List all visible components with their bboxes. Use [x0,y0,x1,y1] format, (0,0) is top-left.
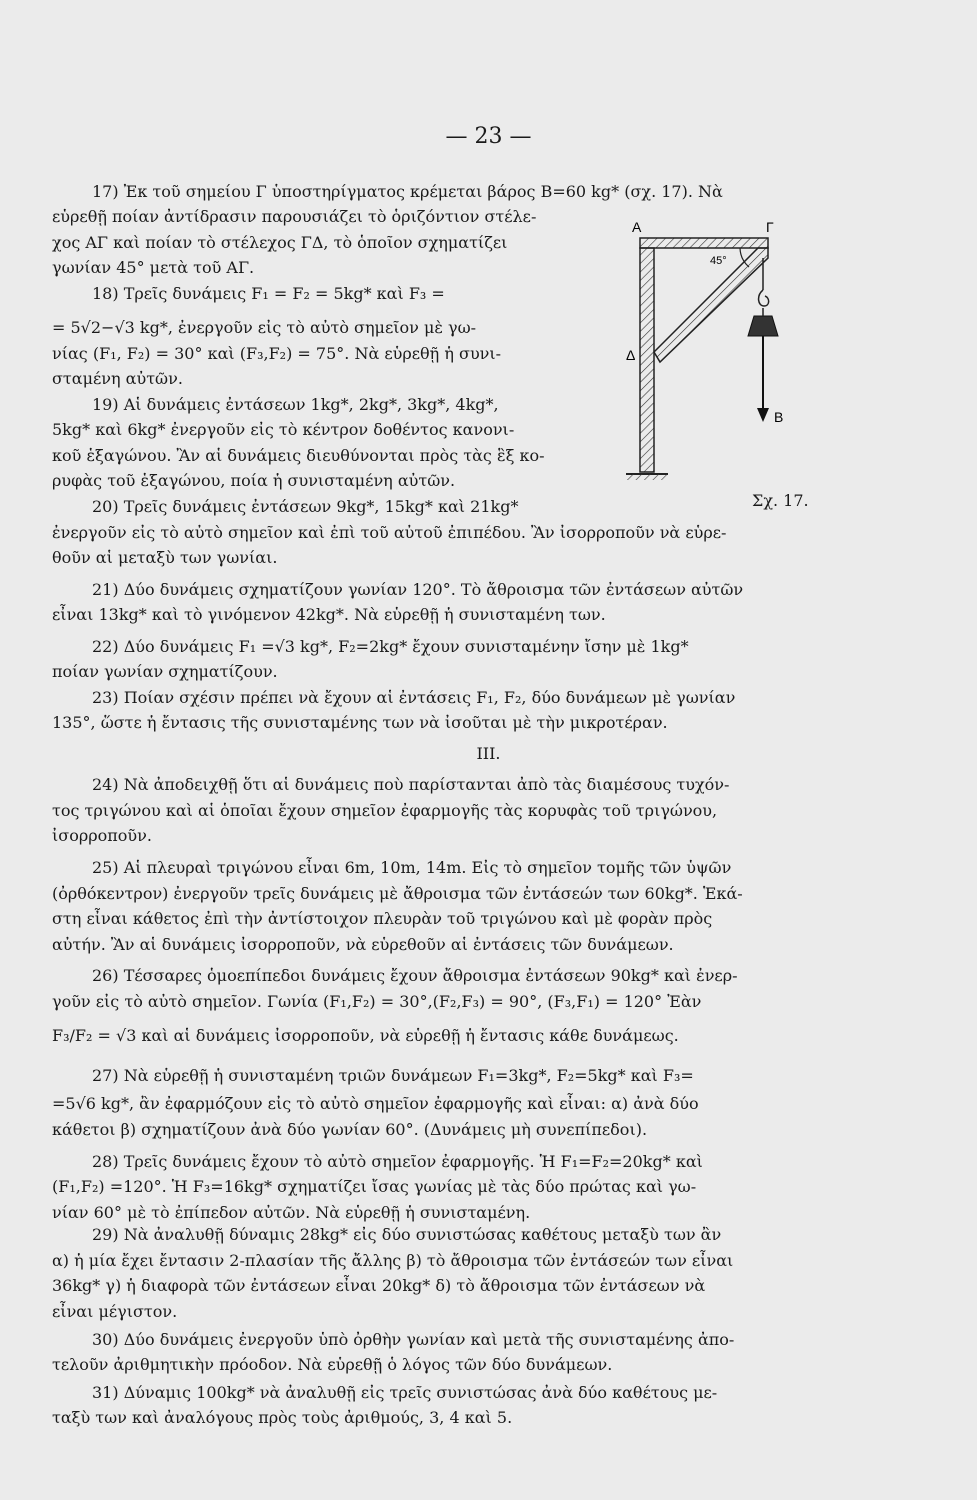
text-line: 36kg* γ) ἡ διαφορὰ τῶν ἐντάσεων εἶναι 20kg* δ) τὸ ἄθροισμα τῶν ἐντάσεων νὰ [52,1276,706,1295]
text-line: (ὀρθόκεντρον) ἐνεργοῦν τρεῖς δυνάμεις μὲ ἄθροισμα τῶν ἐντάσεών των 60kg*. Ἑκά- [52,884,743,903]
text-line: τος τριγώνου καὶ αἱ ὁποῖαι ἔχουν σημεῖον ἐφαρμογῆς τὰς κορυφὰς τοῦ τριγώνου, [52,801,718,820]
text-line: ποίαν γωνίαν σχηματίζουν. [52,662,278,681]
text-line: χος ΑΓ καὶ ποίαν τὸ στέλεχος ΓΔ, τὸ ὁποῖον σχηματίζει [52,233,508,252]
text-line: 27) Νὰ εὑρεθῇ ἡ συνισταμένη τριῶν δυνάμεων F₁=3kg*, F₂=5kg* καὶ F₃= [92,1066,694,1085]
figure-caption: Σχ. 17. [752,491,809,510]
text-line: 17) Ἐκ τοῦ σημείου Γ ὑποστηρίγματος κρέμεται βάρος Β=60 kg* (σχ. 17). Νὰ [92,182,723,201]
text-line: 26) Τέσσαρες ὁμοεπίπεδοι δυνάμεις ἔχουν ἄθροισμα ἐντάσεων 90kg* καὶ ἐνερ- [92,966,738,985]
text-line: 22) Δύο δυνάμεις F₁ =√3 kg*, F₂=2kg* ἔχουν συνισταμένην ἴσην μὲ 1kg* [92,637,689,656]
text-line: 31) Δύναμις 100kg* νὰ ἀναλυθῇ εἰς τρεῖς συνιστώσας ἀνὰ δύο καθέτους με- [92,1383,718,1402]
text-line: ταξὺ των καὶ ἀναλόγους πρὸς τοὺς ἀριθμούς, 3, 4 καὶ 5. [52,1408,513,1427]
text-line: εἶναι μέγιστον. [52,1302,178,1321]
text-line: 135°, ὥστε ἡ ἔντασις τῆς συνισταμένης των νὰ ἰσοῦται μὲ τὴν μικροτέραν. [52,713,668,732]
page-number: — 23 — [445,124,532,149]
text-line: 25) Αἱ πλευραὶ τριγώνου εἶναι 6m, 10m, 14m. Εἰς τὸ σημεῖον τομῆς τῶν ὑψῶν [92,858,732,877]
force-arrowhead [757,408,769,422]
text-line: α) ἡ μία ἔχει ἔντασιν 2-πλασίαν τῆς ἄλλης β) τὸ ἄθροισμα τῶν ἐντάσεών των εἶναι [52,1251,734,1270]
angle-label: 45° [710,255,727,267]
label-delta: Δ [626,347,636,363]
text-line: στη εἶναι κάθετος ἐπὶ τὴν ἀντίστοιχον πλευρὰν τοῦ τριγώνου καὶ μὲ φορὰν πρὸς [52,909,713,928]
hanging-weight [748,316,778,336]
text-line: αὐτήν. Ἂν αἱ δυνάμεις ἰσορροποῦν, νὰ εὑρεθοῦν αἱ ἐντάσεις τῶν δυνάμεων. [52,935,674,954]
text-line: F₃/F₂ = √3 καὶ αἱ δυνάμεις ἰσορροποῦν, νὰ εὑρεθῇ ἡ ἔντασις κάθε δυνάμεως. [52,1026,679,1045]
text-line: 18) Τρεῖς δυνάμεις F₁ = F₂ = 5kg* καὶ F₃ = [92,284,445,303]
text-line: 21) Δύο δυνάμεις σχηματίζουν γωνίαν 120°. Τὸ ἄθροισμα τῶν ἐντάσεων αὐτῶν [92,580,744,599]
ground-hatch [626,474,668,480]
label-a: A [632,219,642,235]
text-line: 29) Νὰ ἀναλυθῇ δύναμις 28kg* εἰς δύο συνιστώσας καθέτους μεταξὺ των ἂν [92,1225,722,1244]
hook [759,290,769,306]
section-heading: ΙΙΙ. [476,744,501,763]
text-line: 30) Δύο δυνάμεις ἐνεργοῦν ὑπὸ ὀρθὴν γωνίαν καὶ μετὰ τῆς συνισταμένης ἀπο- [92,1330,735,1349]
text-line: θοῦν αἱ μεταξὺ των γωνίαι. [52,548,278,567]
text-line: 5kg* καὶ 6kg* ἐνεργοῦν εἰς τὸ κέντρον δοθέντος κανονι- [52,420,515,439]
text-line: 24) Νὰ ἀποδειχθῇ ὅτι αἱ δυνάμεις ποὺ παρίστανται ἀπὸ τὰς διαμέσους τυχόν- [92,775,730,794]
figure-17-diagram [598,212,808,502]
text-line: νίας (F₁, F₂) = 30° καὶ (F₃,F₂) = 75°. Νὰ εὑρεθῇ ἡ συνι- [52,344,502,363]
text-line: =5√6 kg*, ἂν ἐφαρμόζουν εἰς τὸ αὐτὸ σημεῖον ἐφαρμογῆς καὶ εἶναι: α) ἀνὰ δύο [52,1094,699,1113]
text-line: σταμένη αὐτῶν. [52,369,183,388]
text-line: (F₁,F₂) =120°. Ἡ F₃=16kg* σχηματίζει ἴσας γωνίας μὲ τὰς δύο πρώτας καὶ γω- [52,1177,697,1196]
text-line: 19) Αἱ δυνάμεις ἐντάσεων 1kg*, 2kg*, 3kg*, 4kg*, [92,395,499,414]
text-line: νίαν 60° μὲ τὸ ἐπίπεδον αὐτῶν. Νὰ εὑρεθῇ ἡ συνισταμένη. [52,1203,531,1222]
text-line: ρυφὰς τοῦ ἑξαγώνου, ποία ἡ συνισταμένη αὐτῶν. [52,471,456,490]
text-line: τελοῦν ἀριθμητικὴν πρόοδον. Νὰ εὑρεθῇ ὁ λόγος τῶν δύο δυνάμεων. [52,1355,613,1374]
vertical-post [640,248,654,472]
text-line: γωνίαν 45° μετὰ τοῦ ΑΓ. [52,258,255,277]
text-line: κάθετοι β) σχηματίζουν ἀνὰ δύο γωνίαν 60°. (Δυνάμεις μὴ συνεπίπεδοι). [52,1120,648,1139]
label-b: B [774,409,784,425]
text-line: 20) Τρεῖς δυνάμεις ἐντάσεων 9kg*, 15kg* καὶ 21kg* [92,497,519,516]
text-line: γοῦν εἰς τὸ αὐτὸ σημεῖον. Γωνία (F₁,F₂) = 30°,(F₂,F₃) = 90°, (F₃,F₁) = 120° Ἐὰν [52,992,702,1011]
text-line: εὑρεθῇ ποίαν ἀντίδρασιν παρουσιάζει τὸ ὁριζόντιον στέλε- [52,207,537,226]
text-line: 28) Τρεῖς δυνάμεις ἔχουν τὸ αὐτὸ σημεῖον ἐφαρμογῆς. Ἡ F₁=F₂=20kg* καὶ [92,1152,703,1171]
text-line: εἶναι 13kg* καὶ τὸ γινόμενον 42kg*. Νὰ εὑρεθῇ ἡ συνισταμένη των. [52,605,606,624]
text-line: = 5√2−√3 kg*, ἐνεργοῦν εἰς τὸ αὐτὸ σημεῖον μὲ γω- [52,318,477,337]
label-gamma: Γ [766,219,774,235]
text-line: 23) Ποίαν σχέσιν πρέπει νὰ ἔχουν αἱ ἐντάσεις F₁, F₂, δύο δυνάμεων μὲ γωνίαν [92,688,736,707]
text-line: ἐνεργοῦν εἰς τὸ αὐτὸ σημεῖον καὶ ἐπὶ τοῦ αὐτοῦ ἐπιπέδου. Ἂν ἰσορροποῦν νὰ εὑρε- [52,523,727,542]
text-line: κοῦ ἑξαγώνου. Ἂν αἱ δυνάμεις διευθύνονται πρὸς τὰς ἓξ κο- [52,446,545,465]
horizontal-beam [640,238,768,248]
text-line: ἰσορροποῦν. [52,826,152,845]
